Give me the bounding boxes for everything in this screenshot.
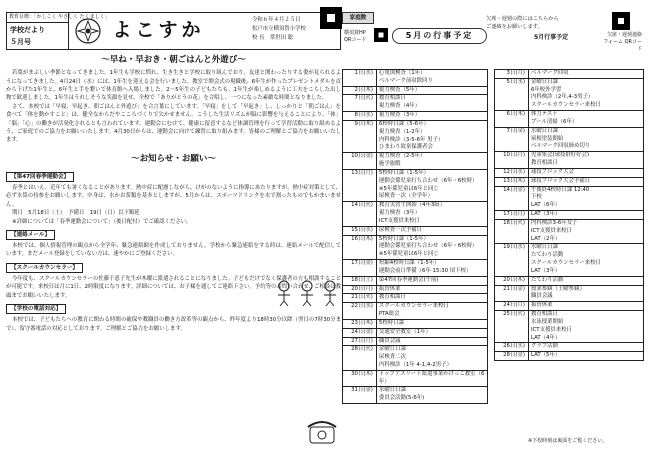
calendar-events — [528, 285, 643, 302]
section-title: 【スクールカウンセラー】 — [6, 263, 83, 273]
calendar-event: 視力検査（5年） — [378, 86, 421, 93]
calendar-day: 1日(水) — [343, 70, 377, 87]
calendar-events — [376, 202, 487, 226]
calendar-event: 職員会議 — [378, 337, 401, 344]
calendar-event: トップアスリート派遣事業かけっこ教室（6年） — [378, 370, 485, 385]
calendar-row — [343, 303, 488, 320]
school-hp-qr-code-icon[interactable] — [374, 28, 388, 42]
calendar-row — [343, 70, 488, 87]
calendar-day: 27日(月) — [343, 337, 377, 346]
calendar-event: 児童集会(球技群好好会) — [530, 152, 590, 159]
calendar-row — [495, 78, 644, 110]
calendar-events — [528, 244, 643, 276]
calendar-event: 尿検査一次（全学年） — [378, 193, 433, 200]
calendar-events — [376, 294, 487, 303]
calendar-events — [376, 86, 487, 95]
calendar-events — [376, 112, 487, 121]
calendar-events — [376, 120, 487, 152]
calendar-event: LAT（3年） — [530, 211, 561, 218]
school-crest-icon — [74, 17, 102, 45]
calendar-event: 水泳授業開始 — [530, 318, 564, 325]
calendar-events — [528, 168, 643, 177]
calendar-right — [494, 69, 644, 361]
children-illustration-icon — [274, 277, 340, 307]
school-motto: 教育目標：「かしこく やさしく たくましく」 — [7, 13, 68, 23]
calendar-events — [376, 285, 487, 294]
calendar-event: 交通安全教室（1年） — [378, 328, 431, 335]
calendar-event: 下校 — [530, 194, 542, 201]
calendar-row — [343, 337, 488, 346]
section-sports-day — [6, 168, 341, 226]
calendar-event: 心電図検査（1年） — [378, 70, 426, 76]
calendar-day: 15日(水) — [343, 226, 377, 235]
calendar-event: 視力検査（3年） — [378, 112, 421, 119]
calendar-row — [495, 219, 644, 243]
calendar-row — [343, 226, 488, 235]
calendar-events — [376, 387, 487, 404]
section-text: 春季とはいえ、近年ても暑くなることがあります。熱中症に配慮しながら、けがのないように指導にあたりますが、熱中症対策として、必ず水筒の持参をお願いします。中身は、水かお茶類を基本としますが、5月からは、スポーツドリンクを水で割ったものでもかまいません。 — [6, 185, 341, 208]
absence-form-qr-code-icon[interactable] — [612, 12, 630, 30]
calendar-day: 10日(金) — [343, 153, 377, 170]
calendar-event: 第47回春季運動会(午前) — [378, 276, 439, 283]
calendar-row — [343, 86, 488, 95]
calendar-event: 振替休業 — [530, 302, 553, 309]
calendar-event: LAT（6年） — [530, 202, 561, 209]
calendar-event: 体力テスト — [530, 111, 558, 118]
calendar-day: 17日(月) — [495, 211, 529, 220]
calendar-events — [528, 127, 643, 151]
calendar-event: 運動会前日準備（6年 15:30 頃下校） — [378, 267, 472, 274]
calendar-event: 運動会係児童打ち合わせ（6年・6校時） — [378, 243, 478, 250]
calendar-event: LAT（2年） — [530, 235, 561, 242]
calendar-event: 内科検診（1年 4-1,4-2男子） — [378, 361, 452, 368]
calendar-events — [376, 169, 487, 201]
calendar-day: 17日(金) — [343, 260, 377, 277]
calendar-row — [495, 285, 644, 302]
intro-paragraph-2: さて、本校では「早寝、早起き、朝ごはんと外遊び」を合言葉にしています。「早寝」をして「早起き」し、しっかりと「朝ごはん」を食べて「体を動かすこと」は、健全なからだやこころづくりで欠かせません。こうした生活リズムが脳に影響を与えることにより、「体」「脳」「心」の働きが活発化されるとも言われています。運動会にむけて、健康に留意するなど体調管理を行って学習活動に取り組めるよう、ご家庭でのご協力をお願いいたします。4月30日からは、運動会に向けて練習に取り組みます。皆様のご理解とご協力をお願いいたします。 — [6, 103, 341, 144]
calendar-row — [495, 168, 644, 177]
calendar-event: 金曜日日課 — [378, 346, 406, 353]
calendar-row — [495, 343, 644, 352]
calendar-event: ICT支援員来校日 — [378, 217, 420, 224]
calendar-event: 教育相談日 — [530, 311, 558, 318]
calendar-event: 教育相談日 — [378, 95, 406, 102]
calendar-day: 9日(木) — [343, 120, 377, 152]
calendar-event: 尿検査二次 — [378, 354, 406, 361]
calendar-day: 3日(月) — [495, 70, 529, 79]
calendar-event: 水曜日日課 — [530, 127, 558, 134]
qr-code-label: QRコード — [344, 36, 367, 43]
calendar-event: 6校時日課（5-6年） — [378, 120, 429, 127]
calendar-event: 視力検査（3年） — [378, 210, 421, 217]
section-text: 本校では、個人情報管理の観点から全学年、緊急連絡網を作成しておりません。学校から緊急連絡をする時は、連絡メールで配信しています。まだメール登録をしていない方は、速やかにご登録ください。 — [6, 243, 341, 258]
calendar-event: 金曜日日課 — [530, 78, 558, 85]
calendar-row — [495, 311, 644, 343]
calendar-day: 14日(火) — [343, 202, 377, 226]
calendar-event: クラブ活動 — [530, 343, 558, 350]
calendar-events — [376, 70, 487, 87]
calendar-row — [343, 202, 488, 226]
calendar-events — [376, 370, 487, 387]
calendar-event: ベルマーク回収締め切り — [530, 143, 591, 150]
calendar-event: 内科検診（2年,4-3男子） — [530, 94, 594, 101]
calendar-day: 19日(水) — [495, 244, 529, 276]
principal-name: 校 長 常世田 聡 — [252, 34, 294, 41]
calendar-event: 5校時日課（1-5年） — [378, 169, 429, 176]
calendar-events — [376, 276, 487, 285]
calendar-event: スクールカウンセラー来校日 — [378, 303, 449, 310]
right-column — [342, 12, 644, 452]
section-note: ※詳細については「春季運動会について」（後日配付）でご確認ください。 — [12, 218, 192, 225]
calendar-row — [495, 244, 644, 276]
calendar-row — [343, 319, 488, 328]
calendar-row — [343, 95, 488, 112]
calendar-event: スクールカウンセラー来校日 — [530, 102, 601, 109]
calendar-row — [343, 285, 488, 294]
calendar-event: スクールカウンセラー来校日 — [530, 260, 601, 267]
calendar-event: PTA総会 — [378, 311, 400, 318]
calendar-left — [342, 69, 488, 404]
calendar-events — [528, 219, 643, 243]
calendar-events — [528, 70, 643, 79]
calendar-event: 5校時日課 — [378, 319, 404, 326]
calendar-events — [376, 153, 487, 170]
section-date: 期日 5月18日（土） 予備日 19日（日）以下順延 — [12, 210, 140, 217]
calendar-event: ※5年係児童は6年と同じ — [378, 185, 439, 192]
issue-date: 令和６年４月２５日 — [252, 17, 301, 23]
calendar-day: 31日(金) — [343, 387, 377, 404]
calendar-day: 24日(金) — [343, 328, 377, 337]
school-name: 松戸市立横須賀小学校 — [252, 25, 306, 32]
calendar-event: 教育実習生開始（4年3組） — [378, 202, 446, 209]
calendar-day: 21日(火) — [343, 294, 377, 303]
calendar-event: 内科検診（3-5-6年 男子） — [378, 136, 444, 143]
calendar-day: 2日(木) — [343, 86, 377, 95]
qr-code-icon[interactable] — [320, 7, 342, 29]
calendar-day: 22日(水) — [343, 303, 377, 320]
calendar-day: 6日(木) — [495, 111, 529, 128]
calendar-event: たてわり活動 — [530, 252, 564, 259]
calendar-row — [495, 177, 644, 186]
calendar-row — [343, 153, 488, 170]
calendar-row — [343, 260, 488, 277]
calendar-row — [495, 276, 644, 285]
calendar-day: 30日(木) — [343, 370, 377, 387]
calendar-event: 球技ブロック大会予備日 — [530, 177, 591, 184]
school-hp-label: 横須賀HP — [344, 30, 366, 36]
calendar-row — [495, 152, 644, 169]
calendar-row — [343, 235, 488, 259]
left-column — [6, 12, 341, 452]
absence-note: 欠席・遅刻の際にはこちらから ご連絡をお願いします。 — [486, 16, 559, 30]
section-title: 【学校の電話対応】 — [6, 304, 66, 314]
calendar-event: 教育相談日 — [530, 160, 558, 167]
calendar-day: 21日(金) — [495, 285, 529, 302]
calendar-row — [495, 186, 644, 210]
calendar-day: 7日(金) — [495, 127, 529, 151]
calendar-row — [495, 70, 644, 79]
calendar-events — [528, 352, 643, 361]
calendar-events — [376, 235, 487, 259]
calendar-day: 24日(月) — [495, 302, 529, 311]
calendar-event: 短縮4校時日課（1-5年） — [378, 260, 440, 267]
calendar-day: 26日(水) — [495, 343, 529, 352]
section-contact-mail — [6, 226, 341, 259]
household-count-box: 家庭数 — [342, 12, 374, 24]
section-title: 【第47回春季運動会】 — [6, 172, 74, 182]
calendar-row — [343, 294, 488, 303]
calendar-event: 内科検診3-6年女子 — [530, 219, 578, 226]
calendar-event: LAT（4年） — [530, 334, 561, 341]
calendar-day: 8日(水) — [343, 112, 377, 121]
calendar-event: 職員会議 — [530, 293, 553, 300]
calendar-day: 7日(火) — [343, 95, 377, 112]
calendar-day: 25日(火) — [495, 311, 529, 343]
calendar-day: 14日(金) — [495, 186, 529, 210]
calendar-event: LAT（3年） — [530, 267, 561, 274]
calendar-row — [343, 328, 488, 337]
calendar-day: 13日(月) — [343, 169, 377, 201]
calendar-event: 視力検査（1-2年） — [378, 128, 426, 135]
calendar-events — [528, 78, 643, 110]
calendar-events — [376, 319, 487, 328]
calendar-row — [495, 211, 644, 220]
calendar-event: 午後終4校時日課 12:40 — [530, 186, 590, 193]
calendar-day: 10日(月) — [495, 152, 529, 169]
calendar-event: プール清掃（6年） — [530, 118, 578, 125]
calendar-event: 視力検査（2-5年） — [378, 153, 426, 160]
calendar-event: 球技ブロック大会 — [530, 168, 574, 175]
calendar-event: 運動会係児童打ち合わせ（6年・6校時） — [378, 177, 478, 184]
calendar-events — [528, 152, 643, 169]
calendar-event: 尿検査一次予備日 — [378, 226, 423, 233]
calendar-event: 視力検査（4年） — [378, 103, 421, 110]
calendar-event: 委員会活動(5-6年) — [378, 395, 425, 402]
calendar-event: LAT（5年） — [530, 352, 561, 359]
newsletter-label: 学校だより — [10, 26, 45, 34]
calendar-row — [495, 127, 644, 151]
telephone-icon — [306, 417, 338, 447]
calendar-row — [495, 352, 644, 361]
notice-title: ～お知らせ・お願い～ — [131, 153, 216, 164]
calendar-day: 16日(木) — [343, 235, 377, 259]
calendar-row — [343, 120, 488, 152]
calendar-row — [343, 370, 488, 387]
calendar-event: ベルマーク前収除回り — [378, 77, 433, 84]
newsletter-title: よこすか — [112, 19, 205, 42]
events-banner: 5月の行事予定 — [392, 28, 487, 44]
issue-month: ５月号 — [10, 38, 31, 46]
calendar-row — [343, 169, 488, 201]
calendar-event: 6年校外学習 — [530, 86, 562, 93]
section-title: 【連絡メール】 — [6, 230, 55, 240]
section-text: 本校では、子どもたちへの教育に関わる時間の確保や教職員の働き方改革等の観点から、昨年度より18時30分以降（翌日の7時30分まで）、留守番電話の対応としております。ご理解とご協力をお願いします。 — [6, 317, 341, 332]
calendar-event: 授業参観（土曜参観） — [530, 285, 585, 292]
footnote: ※下校時刻は裏面をご覧ください。 — [528, 438, 608, 444]
calendar-events — [528, 177, 643, 186]
calendar-row — [495, 302, 644, 311]
calendar-event: たてわり活動 — [530, 276, 564, 283]
absence-form-qr-label: 欠席・遅刻連絡 フォーム QRコード — [603, 32, 642, 52]
calendar-event: 振替休業 — [378, 285, 401, 292]
calendar-event: 施学旅暇 — [378, 161, 401, 168]
calendar-events — [376, 226, 487, 235]
calendar-event: 水曜日日課 — [530, 244, 558, 251]
calendar-day: 20日(月) — [343, 285, 377, 294]
calendar-event: ※5年係児童は6年と同じ — [378, 251, 439, 258]
calendar-events — [376, 260, 487, 277]
calendar-event: 水曜日日課 — [378, 387, 406, 394]
calendar-event: ICT支援員来校日 — [530, 227, 572, 234]
calendar-event: 屋根塗装開始 — [530, 135, 564, 142]
calendar-events — [376, 337, 487, 346]
calendar-row — [343, 276, 488, 285]
calendar-row — [495, 111, 644, 128]
calendar-row — [343, 346, 488, 370]
calendar-events — [376, 346, 487, 370]
calendar-day: 12日(水) — [495, 168, 529, 177]
calendar-row — [343, 112, 488, 121]
calendar-day: 28日(火) — [343, 346, 377, 370]
calendar-events — [528, 111, 643, 128]
calendar-event: ICT支援員来校日 — [530, 326, 572, 333]
calendar-events — [376, 95, 487, 112]
calendar-day: 20日(木) — [495, 276, 529, 285]
events-plan-label: 5月行事予定 — [534, 34, 569, 41]
intro-subtitle: ～早ね・早おき・朝ごはんと外遊び～ — [101, 55, 246, 65]
calendar-day: 28日(金) — [495, 352, 529, 361]
calendar-events — [528, 302, 643, 311]
calendar-events — [528, 311, 643, 343]
calendar-event: ひまわり故童保護者会 — [378, 144, 433, 151]
calendar-events — [376, 328, 487, 337]
calendar-day: 18日(土) — [343, 276, 377, 285]
calendar-events — [528, 211, 643, 220]
intro-paragraph-1: 若葉がまぶしい季節となってきました。1年生も学校に慣れ、生き生きと学校に取り組んでおり、友達と関わったりする姿が見られるようになってきました。4月24日（水）には、1年生を迎える会を行いました。教室で開会式の現職後、6年生が作ったプレゼントメダルを首から下げた1年生と、6年生と手を繋いで体育館へ入場しました。2～5年生の子どもたちも、1年生が楽しめるように工夫をこらした出し物で歓迎しました。1年生はうれしそうな笑顔を見せ、全校で「ありがとうの花」を合唱し、一つになった素敵な時間となりました。 — [6, 70, 341, 102]
calendar-day: 18日(火) — [495, 219, 529, 243]
calendar-event: 教育相談日 — [378, 294, 406, 301]
calendar-event: ベルマーク回収 — [530, 70, 569, 76]
calendar-events — [376, 303, 487, 320]
calendar-event: 5校時日課（1-5年） — [378, 235, 429, 242]
calendar-events — [528, 186, 643, 210]
calendar-day: 23日(木) — [343, 319, 377, 328]
calendar-day: 5日(水) — [495, 78, 529, 110]
calendar-day: 13日(木) — [495, 177, 529, 186]
calendar-events — [528, 343, 643, 352]
calendar-events — [528, 276, 643, 285]
calendar-row — [343, 387, 488, 404]
newsletter-header — [6, 12, 341, 50]
section-text: 今年度も、スクールカウンセラーの佐藤千恵子先生が木曜に派遣されることになりました。子どもだけでなく保護者の方も相談することが可能です。来校日は月に1日、2時限度になります。詳細については、お子様を通してご連絡下さい。予約等のお問い合わせ、ご相談は教頭までお願いいたします。 — [6, 275, 341, 299]
